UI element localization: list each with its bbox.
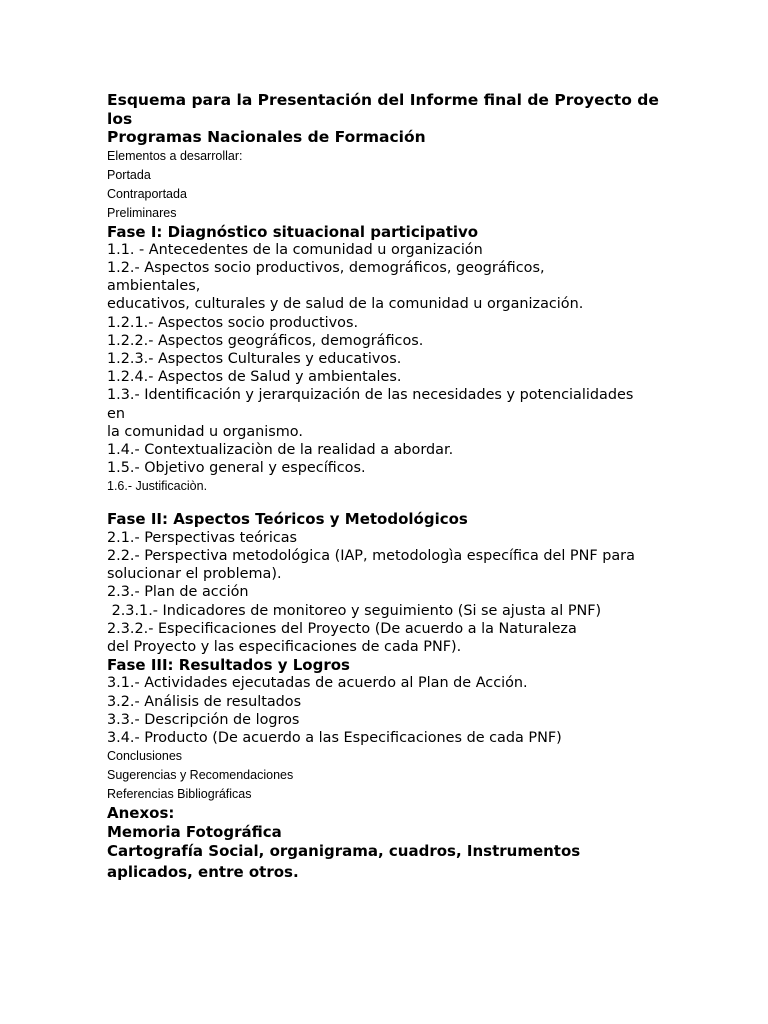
outline-line: 1.2.1.- Aspectos socio productivos. bbox=[107, 314, 359, 331]
annex-line: Cartografía Social, organigrama, cuadros, Instrumentos bbox=[107, 842, 581, 861]
outline-line: 2.3.2.- Especificaciones del Proyecto (De acuerdo a la Naturaleza bbox=[107, 620, 577, 637]
outline-line: educativos, culturales y de salud de la comunidad u organización. bbox=[107, 296, 584, 313]
fase-3-section bbox=[107, 656, 667, 747]
outline-line: 2.1.- Perspectivas teóricas bbox=[107, 529, 298, 546]
annex-line: Memoria Fotográfica bbox=[107, 822, 282, 841]
outline-line: del Proyecto y las especificaciones de cada PNF). bbox=[107, 638, 462, 655]
preliminaries-list bbox=[107, 147, 667, 223]
fase-2-section bbox=[107, 510, 667, 656]
outline-line: 3.4.- Producto (De acuerdo a las Especificaciones de cada PNF) bbox=[107, 730, 562, 747]
title-line: los bbox=[107, 109, 133, 128]
outline-line: 3.3.- Descripción de logros bbox=[107, 711, 300, 728]
outline-line: ambientales, bbox=[107, 278, 201, 295]
list-item: Conclusiones bbox=[107, 749, 183, 764]
spacer bbox=[107, 496, 667, 510]
document-page bbox=[107, 91, 667, 883]
outline-line: 1.5.- Objetivo general y específicos. bbox=[107, 460, 366, 477]
list-item: Sugerencias y Recomendaciones bbox=[107, 768, 294, 783]
outline-line: 2.2.- Perspectiva metodológica (IAP, metodologìa específica del PNF para bbox=[107, 547, 635, 564]
outline-line: 1.6.- Justificaciòn. bbox=[107, 479, 208, 494]
outline-line: 2.3.1.- Indicadores de monitoreo y seguimiento (Si se ajusta al PNF) bbox=[107, 602, 602, 619]
outline-line: 3.2.- Análisis de resultados bbox=[107, 693, 302, 710]
list-item: Referencias Bibliográficas bbox=[107, 787, 252, 802]
title-line: Esquema para la Presentación del Informe final de Proyecto de bbox=[107, 91, 659, 109]
outline-line: 3.1.- Actividades ejecutadas de acuerdo al Plan de Acción. bbox=[107, 675, 528, 692]
section-heading: Fase III: Resultados y Logros bbox=[107, 656, 350, 675]
outline-line: 1.3.- Identificación y jerarquización de las necesidades y potencialidades bbox=[107, 387, 634, 404]
annex-line: aplicados, entre otros. bbox=[107, 863, 299, 882]
fase-1-section bbox=[107, 223, 667, 497]
outline-line: 1.2.4.- Aspectos de Salud y ambientales. bbox=[107, 369, 402, 386]
list-item: Elementos a desarrollar: bbox=[107, 148, 243, 163]
outline-line: en bbox=[107, 405, 125, 422]
outline-line: solucionar el problema). bbox=[107, 566, 282, 583]
annexes-section bbox=[107, 804, 667, 883]
outline-line: la comunidad u organismo. bbox=[107, 423, 303, 440]
outline-line: 1.2.2.- Aspectos geográficos, demográficos. bbox=[107, 332, 424, 349]
section-heading: Fase I: Diagnóstico situacional participativo bbox=[107, 222, 479, 241]
annex-line: Anexos: bbox=[107, 804, 175, 823]
outline-line: 2.3.- Plan de acción bbox=[107, 584, 249, 601]
outline-line: 1.1. - Antecedentes de la comunidad u organización bbox=[107, 241, 483, 258]
list-item: Preliminares bbox=[107, 205, 177, 220]
title-line: Programas Nacionales de Formación bbox=[107, 128, 426, 146]
closing-list bbox=[107, 747, 667, 804]
outline-line: 1.4.- Contextualizaciòn de la realidad a abordar. bbox=[107, 442, 454, 459]
list-item: Contraportada bbox=[107, 186, 187, 201]
outline-line: 1.2.- Aspectos socio productivos, demográficos, geográficos, bbox=[107, 260, 545, 276]
list-item: Portada bbox=[107, 167, 151, 182]
section-heading: Fase II: Aspectos Teóricos y Metodológicos bbox=[107, 510, 468, 529]
document-title bbox=[107, 91, 667, 147]
outline-line: 1.2.3.- Aspectos Culturales y educativos. bbox=[107, 351, 402, 368]
